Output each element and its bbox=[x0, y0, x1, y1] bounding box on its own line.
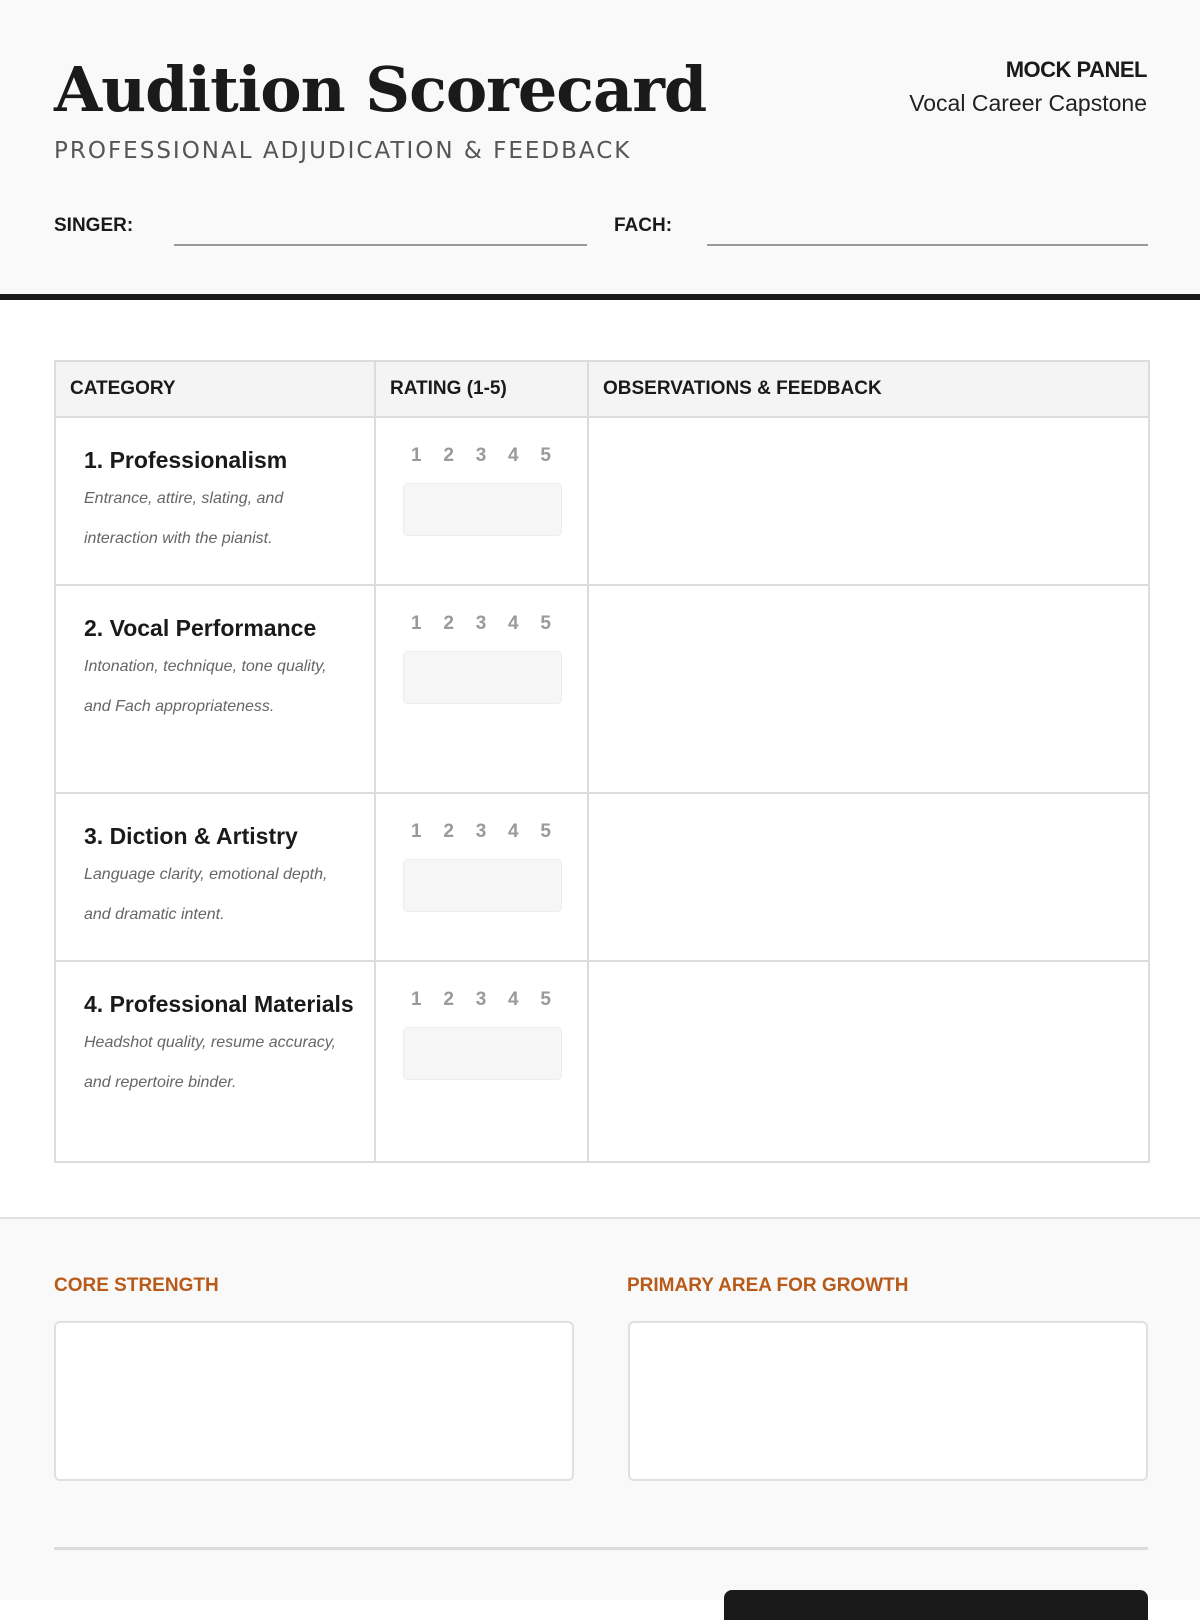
growth-area-field[interactable] bbox=[628, 1321, 1148, 1481]
rating-scale bbox=[411, 820, 551, 844]
growth-area-label: PRIMARY AREA FOR GROWTH bbox=[627, 1275, 909, 1296]
rating-input-box[interactable] bbox=[403, 859, 562, 912]
rating-option[interactable]: 5 bbox=[540, 821, 551, 842]
table-row bbox=[55, 417, 1149, 585]
rating-input-box[interactable] bbox=[403, 651, 562, 704]
rating-cell bbox=[375, 961, 588, 1162]
rating-option[interactable]: 1 bbox=[411, 989, 422, 1010]
rating-scale bbox=[411, 988, 551, 1012]
category-cell bbox=[55, 585, 375, 793]
scorecard-table bbox=[54, 360, 1150, 1163]
scorecard-header bbox=[0, 0, 1200, 300]
rating-input-box[interactable] bbox=[403, 1027, 562, 1080]
rating-option[interactable]: 1 bbox=[411, 821, 422, 842]
observations-field[interactable] bbox=[588, 961, 1149, 1162]
column-header-category: CATEGORY bbox=[55, 361, 375, 417]
rating-scale bbox=[411, 612, 551, 636]
page-title: Audition Scorecard bbox=[54, 53, 707, 126]
rating-option[interactable]: 5 bbox=[540, 445, 551, 466]
singer-field[interactable] bbox=[174, 244, 587, 246]
rating-option[interactable]: 1 bbox=[411, 613, 422, 634]
summary-section bbox=[0, 1217, 1200, 1600]
rating-option[interactable]: 2 bbox=[443, 445, 454, 466]
core-strength-field[interactable] bbox=[54, 1321, 574, 1481]
category-description: Entrance, attire, slating, and interaction with the pianist. bbox=[84, 490, 284, 547]
panel-tag bbox=[909, 56, 1147, 119]
table-row bbox=[55, 793, 1149, 961]
column-header-rating: RATING (1-5) bbox=[375, 361, 588, 417]
panel-label: MOCK PANEL bbox=[1005, 57, 1147, 82]
rating-option[interactable]: 4 bbox=[508, 445, 519, 466]
section-divider bbox=[54, 1547, 1148, 1550]
rating-option[interactable]: 3 bbox=[475, 821, 487, 842]
rating-option[interactable]: 3 bbox=[475, 989, 487, 1010]
rating-option[interactable]: 2 bbox=[443, 821, 454, 842]
category-description: Language clarity, emotional depth, and dramatic intent. bbox=[84, 866, 328, 923]
category-description: Headshot quality, resume accuracy, and repertoire binder. bbox=[84, 1034, 336, 1091]
category-name: 3. Diction & Artistry bbox=[84, 823, 298, 849]
observations-field[interactable] bbox=[588, 417, 1149, 585]
rating-option[interactable]: 4 bbox=[508, 821, 519, 842]
rating-option[interactable]: 3 bbox=[475, 445, 487, 466]
rating-cell bbox=[375, 417, 588, 585]
rating-cell bbox=[375, 793, 588, 961]
fach-field[interactable] bbox=[707, 244, 1148, 246]
rating-option[interactable]: 2 bbox=[443, 989, 454, 1010]
rating-option[interactable]: 3 bbox=[475, 613, 487, 634]
rating-cell bbox=[375, 585, 588, 793]
rating-input-box[interactable] bbox=[403, 483, 562, 536]
rating-option[interactable]: 5 bbox=[540, 989, 551, 1010]
rating-option[interactable]: 1 bbox=[411, 445, 422, 466]
rating-option[interactable]: 5 bbox=[540, 613, 551, 634]
category-cell bbox=[55, 417, 375, 585]
category-name: 1. Professionalism bbox=[84, 447, 288, 473]
observations-field[interactable] bbox=[588, 793, 1149, 961]
table-header-row bbox=[55, 361, 1149, 417]
rating-option[interactable]: 4 bbox=[508, 989, 519, 1010]
category-name: 4. Professional Materials bbox=[84, 991, 354, 1017]
table-row bbox=[55, 961, 1149, 1162]
rating-option[interactable]: 2 bbox=[443, 613, 454, 634]
category-cell bbox=[55, 793, 375, 961]
fach-label: FACH: bbox=[614, 215, 673, 236]
course-name: Vocal Career Capstone bbox=[909, 90, 1147, 116]
category-cell bbox=[55, 961, 375, 1162]
category-description: Intonation, technique, tone quality, and Fach appropriateness. bbox=[84, 658, 327, 715]
column-header-observations: OBSERVATIONS & FEEDBACK bbox=[588, 361, 1149, 417]
core-strength-label: CORE STRENGTH bbox=[54, 1275, 219, 1296]
rating-scale bbox=[411, 444, 551, 468]
singer-label: SINGER: bbox=[54, 215, 134, 236]
signature-block bbox=[724, 1590, 1148, 1620]
category-name: 2. Vocal Performance bbox=[84, 615, 317, 641]
page-subtitle: PROFESSIONAL ADJUDICATION & FEEDBACK bbox=[54, 138, 632, 164]
rating-option[interactable]: 4 bbox=[508, 613, 519, 634]
observations-field[interactable] bbox=[588, 585, 1149, 793]
table-row bbox=[55, 585, 1149, 793]
